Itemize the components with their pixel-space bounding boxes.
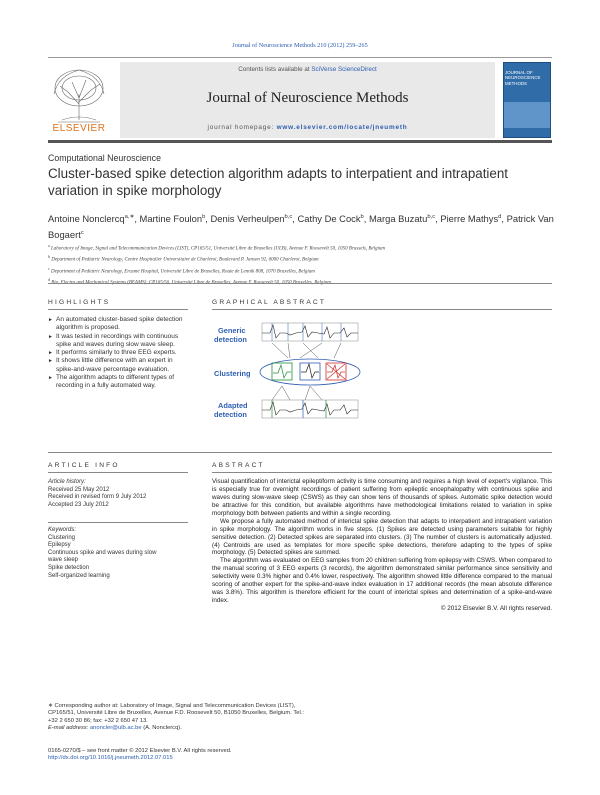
email-suffix: (A. Nonclercq).	[143, 725, 182, 732]
ga-adapted-trace	[262, 402, 358, 415]
journal-title: Journal of Neuroscience Methods	[206, 90, 409, 106]
keywords-label: Keywords:	[48, 527, 77, 533]
affiliation-text: Department of Pediatric Neurology, Centre Hospitalier Universitaire de Charleroi, Boulevard P. Janson 92, 6000 Charleroi, Belgium	[51, 257, 319, 263]
section-label: Computational Neuroscience	[48, 153, 161, 163]
publisher-logo-text: ELSEVIER	[52, 123, 106, 134]
affiliation-marker: c	[48, 265, 50, 271]
journal-citation[interactable]: Journal of Neuroscience Methods 210 (2012) 259–265	[232, 42, 368, 49]
abstract-paragraph: Visual quantification of interictal epileptiform activity is time consuming and requires a high level of expert's vigilance. This is especially true for overnight recordings of patient suffering from epileptic encephalopathy with continuous spike and waves during slow-wave sleep (CSWS) as they can show tens of thousands of spikes. Automatic spike detection would be attractive for this condition, but available algorithms have methodological limitations related to variation in spike morphology both between patients and within a single recording.	[212, 478, 552, 517]
keyword: Continuous spike and waves during slow wave sleep	[48, 549, 157, 564]
highlights-list	[48, 316, 188, 391]
graphical-abstract-figure	[210, 318, 362, 428]
highlight-item: ► It shows little difference with an expert in spike-and-wave percentage evaluation.	[48, 357, 188, 374]
ga-label-generic-1: Generic	[218, 326, 246, 335]
doi-link[interactable]: http://dx.doi.org/10.1016/j.jneumeth.2012.07.015	[48, 755, 173, 762]
corresponding-footnote	[48, 703, 308, 733]
accepted-date: Accepted 23 July 2012	[48, 501, 109, 508]
issn-line: 0165-0270/$ – see front matter © 2012 Elsevier B.V. All rights reserved.	[48, 748, 232, 754]
affiliation-marker: b	[48, 254, 50, 260]
author-name[interactable]: Marga Buzatu	[368, 213, 428, 225]
affiliation-marker: a	[48, 243, 50, 248]
copyright-notice: © 2012 Elsevier B.V. All rights reserved.	[440, 605, 552, 612]
highlight-item: ► It performs similarly to three EEG experts.	[48, 349, 188, 357]
homepage-prefix: journal homepage:	[207, 124, 277, 131]
affiliation	[48, 242, 553, 253]
author-affiliation-marker[interactable]: b	[202, 214, 206, 220]
author-affiliation-marker[interactable]: c	[80, 230, 84, 237]
affiliation-marker: d	[48, 276, 50, 282]
ga-generic-box	[262, 323, 358, 341]
ga-label-adapted-2: detection	[214, 410, 247, 419]
ga-label-adapted-1: Adapted	[218, 401, 248, 410]
highlight-item: ► The algorithm adapts to different types of recording in a fully automated way.	[48, 374, 188, 391]
highlight-item: ► It was tested in recordings with continuous spike and waves during slow wave sleep.	[48, 333, 188, 350]
graphical-abstract-rule	[212, 309, 552, 310]
affiliation-text: Laboratory of Image, Signal and Telecommunication Devices (LIST), CP165/51, Université Libre de Bruxelles (ULB), Avenue F. Roosevelt 50, 1050 Brussels, Belgium	[51, 246, 386, 252]
author-list: Antoine Nonclercq$^{a,∗}$, Martine Foulon$^b$, Denis Verheulpen$^{b,c}$, Cathy De Cock$^b$, Marga Buzatu$^{b,c}$, Pierre Mathys$^d$, Patrick Van Bogaert$^c$	[48, 213, 554, 241]
author-affiliation-marker[interactable]: b,c	[284, 214, 293, 220]
ga-generic-trace	[262, 325, 358, 338]
article-info-rule	[48, 472, 188, 473]
graphical-abstract-heading: GRAPHICAL ABSTRACT	[212, 299, 327, 306]
sciencedirect-link[interactable]: SciVerse ScienceDirect	[311, 66, 377, 73]
divider	[48, 283, 552, 284]
homepage-link[interactable]: www.elsevier.com/locate/jneumeth	[276, 124, 408, 131]
abstract-paragraph: We propose a fully automated method of interictal spike detection that adapts to interpatient and intrapatient variation in spike morphology. The algorithm works in five steps. (1) Spikes are detected using parameters suitable for highly sensitive detection. (2) Detected spikes are separated into clusters. (3) The number of clusters is automatically adjusted. (4) Centroids are used as templates for more specific spike detections, therefore adapting to the types of spike morphology. (5) Detected spikes are summed.	[212, 517, 552, 557]
keyword: Self-organized learning	[48, 572, 110, 579]
ga-cluster-blue	[300, 363, 320, 380]
journal-cover-graphic	[504, 102, 550, 128]
abstract-paragraph: The algorithm was evaluated on EEG samples from 20 children suffering from epilepsy with CSWS. When compared to the manual scoring of 3 EEG experts (3 records), the algorithm demonstrated similar performance since sensitivity and selectivity were 0.3% higher and 0.4% lower, respectively. The algorithm showed little difference compared to the manual scoring of another expert for the spike-and-wave index evaluation in 17 additional records (the mean absolute difference was 3.8%). This algorithm is therefore efficient for the count of interictal spikes and determination of a spike-and-wave index.	[212, 557, 552, 605]
author-affiliation-marker[interactable]: b	[360, 214, 364, 220]
ga-label-generic-2: detection	[214, 335, 247, 344]
email-label: E-mail address:	[48, 725, 89, 732]
contents-availability	[120, 66, 495, 73]
received-date: Received 25 May 2012	[48, 486, 110, 493]
email-link[interactable]: anoncler@ulb.ac.be	[89, 725, 142, 732]
author-name[interactable]: Denis Verheulpen	[210, 213, 285, 225]
abstract-heading: ABSTRACT	[212, 462, 265, 469]
keyword: Clustering	[48, 534, 76, 541]
article-history	[48, 479, 188, 509]
ga-label-clustering: Clustering	[214, 369, 251, 378]
affiliation	[48, 265, 553, 276]
author-name[interactable]: Antoine Nonclercq	[48, 213, 125, 225]
author-name[interactable]: Patrick Van Bogaert	[48, 213, 554, 241]
affiliation	[48, 253, 553, 264]
keywords-rule	[48, 522, 188, 523]
author-name[interactable]: Cathy De Cock	[297, 213, 361, 225]
highlights-rule	[48, 309, 188, 310]
author-affiliation-marker[interactable]: d	[498, 214, 502, 220]
article-info-heading: ARTICLE INFO	[48, 462, 120, 469]
journal-cover-title: JOURNAL OF NEUROSCIENCE METHODS	[505, 70, 541, 86]
affiliation-text: Department of Pediatric Neurology, Erasme Hospital, Université Libre de Bruxelles, Route de Lennik 808, 1070 Bruxelles, Belgium	[51, 269, 315, 275]
revised-date: Received in revised form 9 July 2012	[48, 494, 147, 501]
author-affiliation-marker[interactable]: b,c	[427, 214, 436, 220]
abstract-rule	[212, 472, 552, 473]
divider	[48, 452, 552, 453]
history-label: Article history:	[48, 479, 86, 485]
author-name[interactable]: Martine Foulon	[139, 213, 203, 225]
ga-adapted-box	[262, 400, 358, 418]
author-affiliation-marker[interactable]: a,∗	[124, 214, 135, 220]
affiliation-list	[48, 242, 553, 287]
corresponding-author: ∗ Corresponding author at: Laboratory of Image, Signal and Telecommunication Devices (LIST), CP165/51, Université Libre de Bruxelles, Avenue F.D. Roosevelt 50, B1050 Bruxelles, Belgium. Tel.: +32 2 650 30 86; fax: +32 2 650 47 13.	[48, 703, 304, 724]
highlight-item: ► An automated cluster-based spike detection algorithm is proposed.	[48, 316, 188, 333]
journal-homepage	[120, 124, 495, 131]
affiliation-text: Bio, Electro and Mechanical Systems (BEAMS), CP165/56, Université Libre de Bruxelles, Avenue F. Roosevelt 50, 1050 Bruxelles, Belgium	[51, 280, 331, 286]
abstract-body	[212, 478, 552, 613]
affiliation	[48, 276, 553, 287]
article-title: Cluster-based spike detection algorithm adapts to interpatient and intrapatient variation in spike morphology	[48, 166, 509, 198]
issn-block	[48, 748, 232, 763]
keywords-block	[48, 527, 170, 580]
contents-prefix: Contents lists available at	[238, 66, 312, 73]
keyword: Epilepsy	[48, 542, 71, 549]
author-name[interactable]: Pierre Mathys	[440, 213, 499, 225]
highlights-heading: HIGHLIGHTS	[48, 299, 111, 306]
ga-cluster-green	[272, 363, 292, 380]
keyword: Spike detection	[48, 564, 90, 571]
